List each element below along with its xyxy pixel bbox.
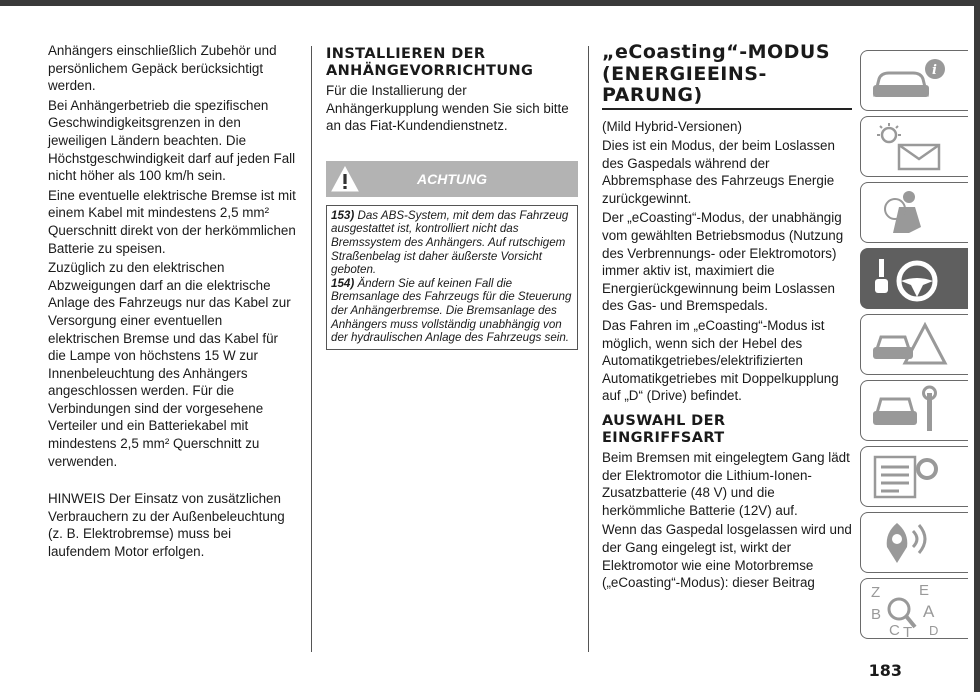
index-letter: T	[903, 624, 913, 639]
warning-text: Ändern Sie auf keinen Fall die Bremsanlage des Fahrzeugs für die Steuerung der Anhängerbremse. Die Bremsanlage des Anhängers muss vollständig unabhängig von der hydraulischen Anlage des Fahrzeugs sein.	[331, 276, 572, 345]
warning-item	[331, 277, 573, 345]
tab-index[interactable]	[860, 578, 968, 639]
paragraph: Zuzüglich zu den elektrischen Abzweigungen darf an die elektrische Anlage des Fahrzeugs nur das Kabel zur Versorgung einer eventuellen elektrischen Bremse und das Kabel für die Lampe von höchstens 15 W zur Innenbeleuchtung des Anhängers angeschlossen werden. Für die Verbindungen sind der vorgesehene Verteiler und ein Batteriekabel mit mindestens 2,5 mm² Querschnitt zu verwenden.	[48, 260, 291, 469]
index-letter: C	[889, 622, 900, 639]
paragraph: Wenn das Gaspedal losgelassen wird und der Gang eingelegt ist, wirkt der Elektromotor wie eine Motorbremse („eCoasting“-Modus): dieser Beitrag	[602, 522, 852, 591]
paragraph: Der „eCoasting“-Modus, der unabhängig vom gewählten Betriebsmodus (Nutzung des Verbrennungs- oder Elektromotors) immer aktiv ist, maximiert die Energierückgewinnung beim Loslassen des Gas- und Bremspedals.	[602, 210, 844, 314]
tab-safety[interactable]	[860, 182, 968, 243]
tab-maintenance[interactable]	[860, 380, 968, 441]
paragraph: Eine eventuelle elektrische Bremse ist mit einem Kabel mit mindestens 2,5 mm² Querschnitt direkt von der herkömmlichen Batterie zu speisen.	[48, 187, 296, 256]
paragraph: Bei Anhängerbetrieb die spezifischen Geschwindigkeitsgrenzen in den jeweiligen Ländern beachten. Die Höchstgeschwindigkeit darf auf jeden Fall nicht höher als 100 km/h sein.	[48, 97, 296, 184]
manual-page	[0, 6, 974, 692]
tab-emergency[interactable]	[860, 314, 968, 375]
index-letter: D	[929, 623, 939, 638]
warning-title: ACHTUNG	[417, 170, 487, 187]
column-divider	[311, 46, 312, 652]
warning-text: Das ABS-System, mit dem das Fahrzeug ausgestattet ist, kontrolliert nicht das Bremssystem des Anhängers. Auf rutschigem Straßenbelag ist daher äußerste Vorsicht geboten.	[331, 208, 569, 277]
chapter-tabs	[860, 50, 974, 644]
warning-banner	[326, 161, 578, 197]
index-letter: B	[871, 606, 882, 623]
warning-number: 154)	[331, 276, 355, 290]
paragraph: Für die Installierung der Anhängerkupplung wenden Sie sich bitte an das Fiat-Kundendienstnetz.	[326, 83, 569, 134]
paragraph: Das Fahren im „eCoasting“-Modus ist möglich, wenn sich der Hebel des Automatikgetriebes/elektrifizierten Automatikgetriebes mit Doppelkupplung auf „D“ (Drive) befindet.	[602, 318, 839, 404]
tab-getting-to-know[interactable]	[860, 50, 968, 111]
column-divider	[588, 46, 589, 652]
warning-box	[326, 205, 578, 350]
left-column	[48, 42, 296, 563]
subtitle: (Mild Hybrid-Versionen)	[602, 118, 742, 134]
note-paragraph: HINWEIS Der Einsatz von zusätzlichen Verbrauchern zu der Außenbeleuchtung (z. B. Elektrobremse) muss bei laufendem Motor erfolgen.	[48, 491, 285, 560]
index-letter: E	[919, 583, 930, 599]
tab-technical-data[interactable]	[860, 446, 968, 507]
index-letter: Z	[871, 584, 881, 601]
subsection-heading: AUSWAHL DER EINGRIFFSART	[602, 413, 726, 446]
tab-dashboard[interactable]	[860, 116, 968, 177]
right-column	[602, 42, 852, 594]
section-title: „eCoasting“-MODUS (ENERGIEEINS-PARUNG)	[602, 42, 852, 110]
paragraph: Anhängers einschließlich Zubehör und persönlichem Gepäck berücksichtigt werden.	[48, 43, 277, 94]
tab-multimedia[interactable]	[860, 512, 968, 573]
paragraph: Beim Bremsen mit eingelegtem Gang lädt der Elektromotor die Lithium-Ionen-Zusatzbatterie (48 V) und die herkömmliche Batterie (12V) auf.	[602, 450, 850, 518]
svg-text:i: i	[932, 63, 937, 78]
paragraph: Dies ist ein Modus, der beim Loslassen des Gaspedals während der Abbremsphase des Fahrzeugs Energie zurückgewinnt.	[602, 138, 835, 206]
index-letter: A	[923, 602, 935, 621]
warning-number: 153)	[331, 208, 355, 222]
tab-starting-driving[interactable]	[860, 248, 968, 309]
page-number: 183	[868, 661, 902, 680]
middle-column	[326, 42, 578, 350]
section-heading: INSTALLIEREN DER ANHÄNGEVORRICHTUNG	[326, 46, 534, 79]
warning-item	[331, 209, 573, 277]
